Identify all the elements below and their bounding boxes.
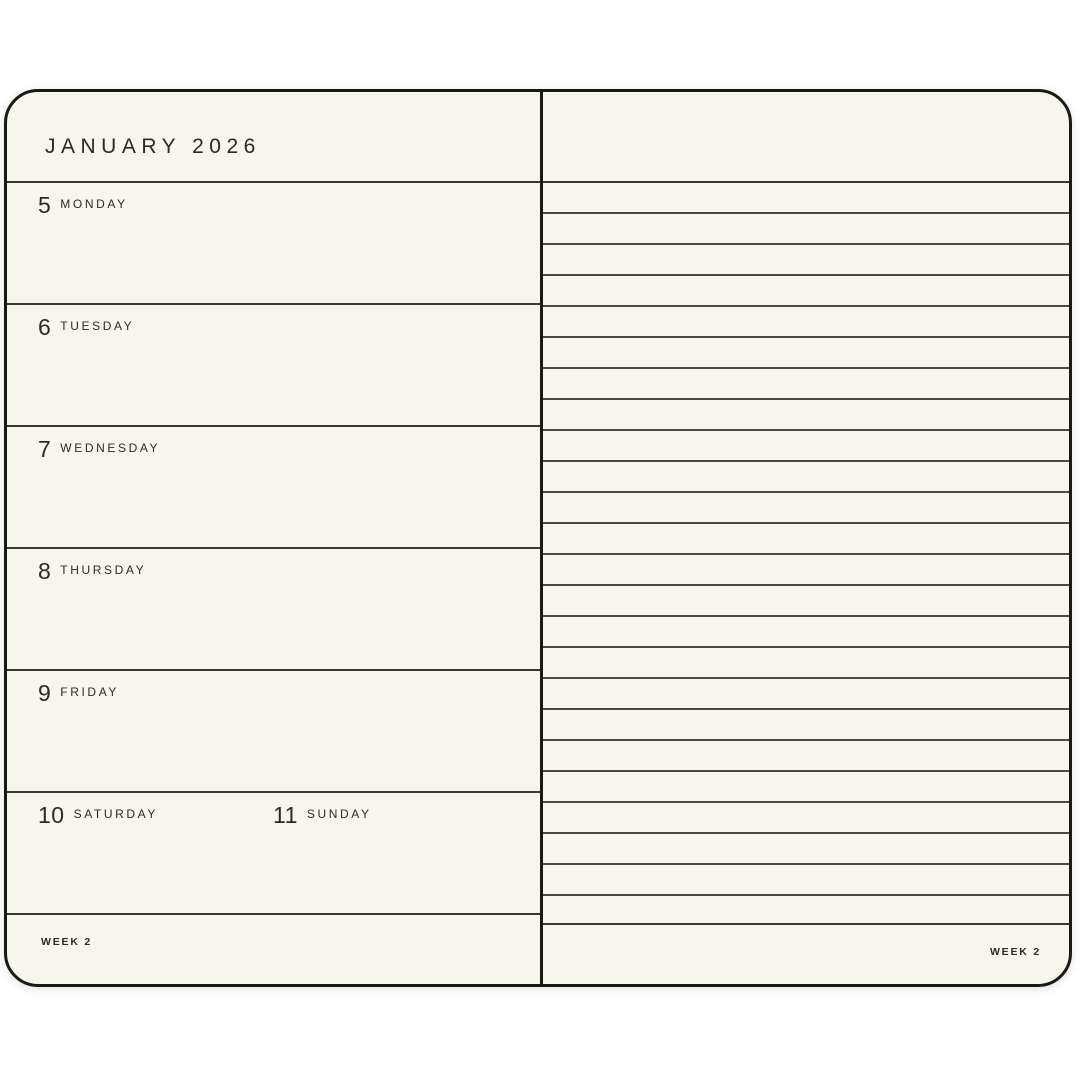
day-name: MONDAY <box>60 197 128 211</box>
day-number: 9 <box>38 680 52 706</box>
day-number: 10 <box>38 802 65 828</box>
day-name: WEDNESDAY <box>60 441 161 455</box>
day-row-monday <box>7 183 540 305</box>
day-row-tuesday <box>7 305 540 427</box>
day-row-thursday <box>7 549 540 671</box>
day-row-weekend <box>7 793 540 915</box>
day-name: SUNDAY <box>306 807 372 821</box>
day-name: SATURDAY <box>73 807 158 821</box>
week-number-label: WEEK 2 <box>989 946 1041 958</box>
day-label <box>38 682 540 705</box>
day-name: TUESDAY <box>60 319 135 333</box>
notes-header-space <box>543 92 1069 183</box>
left-page-footer <box>7 915 540 984</box>
day-number: 8 <box>38 558 52 584</box>
month-title: JANUARY 2026 <box>45 135 261 158</box>
month-header <box>7 92 540 183</box>
weekly-planner-spread <box>4 89 1072 987</box>
ruled-lines <box>543 183 1069 925</box>
day-label <box>38 438 540 461</box>
day-name: THURSDAY <box>60 563 147 577</box>
day-row-wednesday <box>7 427 540 549</box>
day-number: 7 <box>38 436 52 462</box>
day-number: 11 <box>273 802 298 828</box>
day-label <box>38 560 540 583</box>
day-label <box>38 316 540 339</box>
day-number: 5 <box>38 192 52 218</box>
week-number-label: WEEK 2 <box>41 936 93 948</box>
day-number: 6 <box>38 314 52 340</box>
day-label-sunday <box>273 804 372 827</box>
day-row-friday <box>7 671 540 793</box>
day-name: FRIDAY <box>60 685 120 699</box>
right-page-footer <box>543 925 1069 984</box>
week-page <box>7 92 543 984</box>
notes-page <box>543 92 1069 984</box>
day-label <box>38 194 540 217</box>
